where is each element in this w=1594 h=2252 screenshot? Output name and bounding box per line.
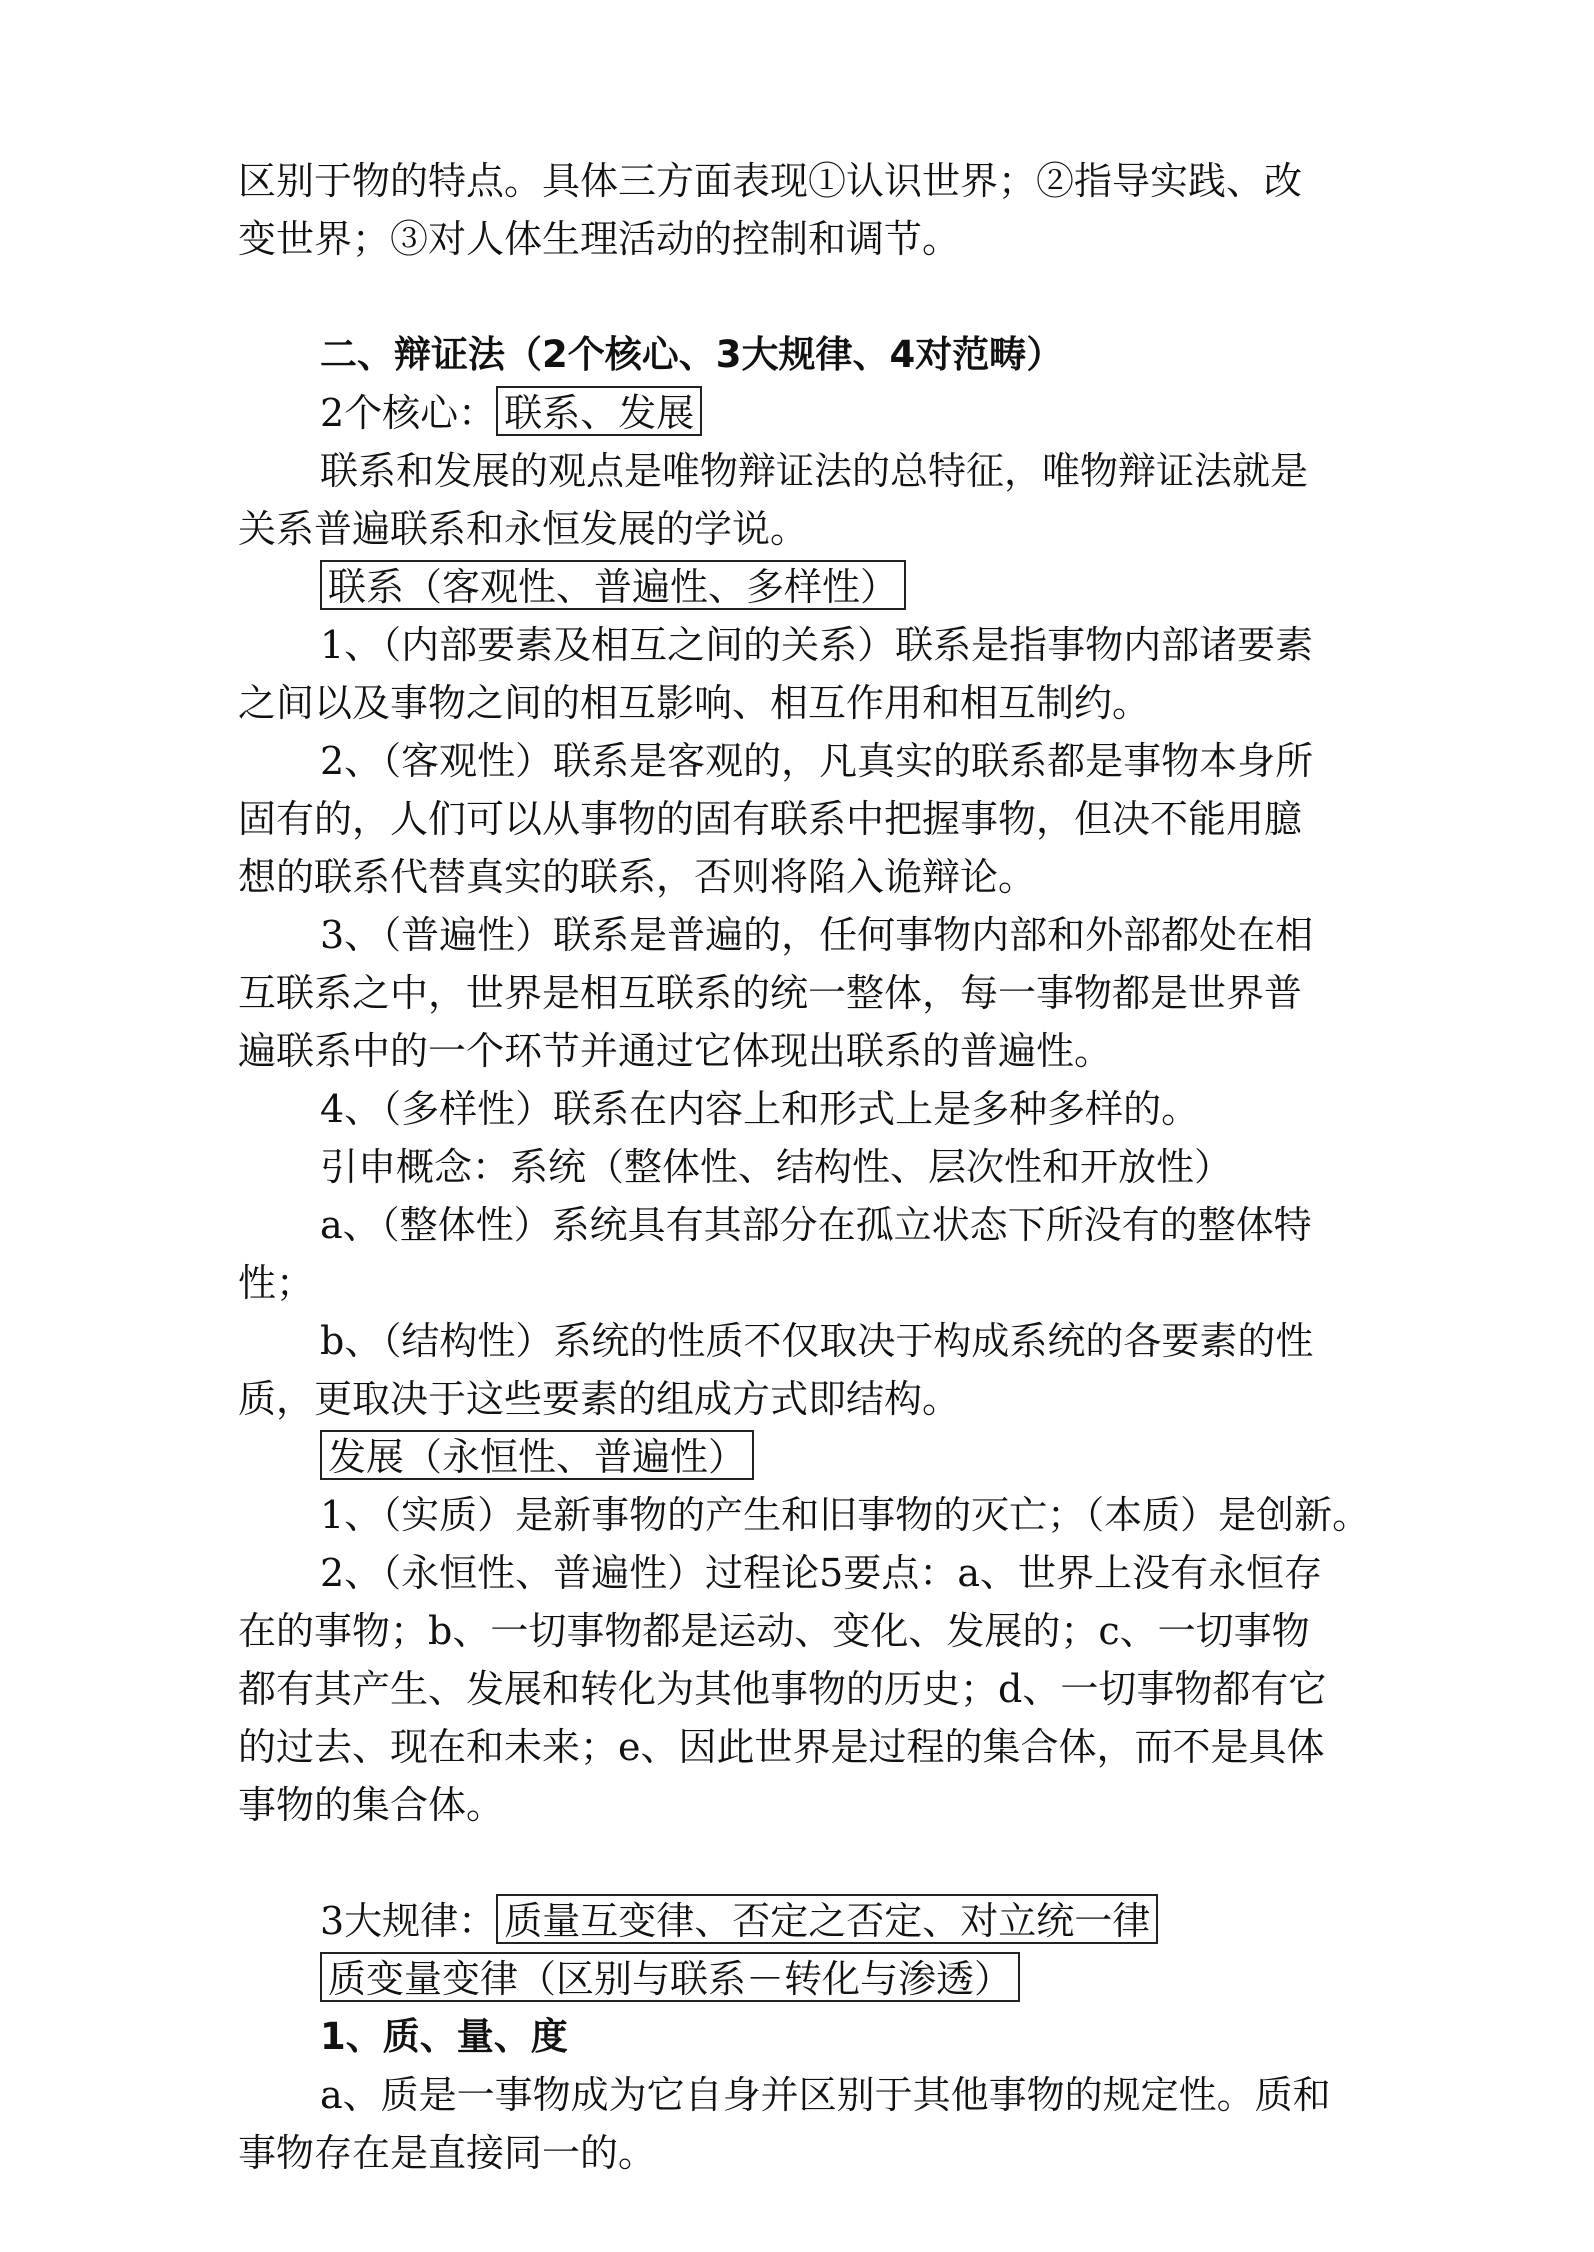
paragraph-line bbox=[238, 1660, 1428, 1718]
paragraph-line bbox=[238, 152, 1428, 210]
paragraph-line bbox=[238, 1138, 1428, 1196]
text: 事物存在是直接同一的。 bbox=[238, 2131, 657, 2175]
text: b、（结构性）系统的性质不仅取决于构成系统的各要素的性 bbox=[320, 1319, 1314, 1363]
paragraph-line bbox=[238, 1080, 1428, 1138]
boxed-term: 联系、发展 bbox=[496, 386, 702, 436]
paragraph-line bbox=[238, 1776, 1428, 1834]
paragraph-line bbox=[238, 1254, 1428, 1312]
paragraph-line bbox=[238, 848, 1428, 906]
text: 引申概念：系统（整体性、结构性、层次性和开放性） bbox=[320, 1145, 1233, 1189]
text: 关系普遍联系和永恒发展的学说。 bbox=[238, 507, 809, 551]
text: 性； bbox=[238, 1261, 315, 1305]
text: 1、（内部要素及相互之间的关系）联系是指事物内部诸要素 bbox=[320, 623, 1314, 667]
text: 1、（实质）是新事物的产生和旧事物的灭亡；（本质）是创新。 bbox=[320, 1493, 1371, 1537]
paragraph-line bbox=[238, 1022, 1428, 1080]
section-heading bbox=[238, 2008, 1428, 2066]
boxed-term: 质量互变律、否定之否定、对立统一律 bbox=[496, 1894, 1158, 1944]
boxed-heading: 质变量变律（区别与联系－转化与渗透） bbox=[320, 1952, 1020, 2002]
paragraph-line bbox=[238, 1602, 1428, 1660]
text: 想的联系代替真实的联系，否则将陷入诡辩论。 bbox=[238, 855, 1037, 899]
boxed-heading: 联系（客观性、普遍性、多样性） bbox=[320, 560, 906, 610]
paragraph-line bbox=[238, 2124, 1428, 2182]
text: a、（整体性）系统具有其部分在孤立状态下所没有的整体特 bbox=[320, 1203, 1312, 1247]
paragraph-line bbox=[238, 1544, 1428, 1602]
text: 变世界；③对人体生理活动的控制和调节。 bbox=[238, 217, 961, 261]
paragraph-line bbox=[238, 906, 1428, 964]
boxed-heading-line bbox=[238, 558, 1428, 616]
text: 遍联系中的一个环节并通过它体现出联系的普遍性。 bbox=[238, 1029, 1113, 1073]
blank-line bbox=[238, 268, 1428, 326]
subheading-label: 2个核心： bbox=[320, 391, 497, 435]
paragraph-line bbox=[238, 1196, 1428, 1254]
paragraph-line bbox=[238, 616, 1428, 674]
heading-text: 1、质、量、度 bbox=[320, 2015, 568, 2058]
paragraph-line bbox=[238, 1718, 1428, 1776]
boxed-heading: 发展（永恒性、普遍性） bbox=[320, 1430, 754, 1480]
text: 质，更取决于这些要素的组成方式即结构。 bbox=[238, 1377, 961, 1421]
text: 区别于物的特点。具体三方面表现①认识世界；②指导实践、改 bbox=[238, 159, 1303, 203]
paragraph-line bbox=[238, 1370, 1428, 1428]
text: 3、（普遍性）联系是普遍的，任何事物内部和外部都处在相 bbox=[320, 913, 1314, 957]
paragraph-line bbox=[238, 442, 1428, 500]
text: 互联系之中，世界是相互联系的统一整体，每一事物都是世界普 bbox=[238, 971, 1303, 1015]
paragraph-line bbox=[238, 1312, 1428, 1370]
paragraph-line bbox=[238, 790, 1428, 848]
paragraph-line bbox=[238, 674, 1428, 732]
text: 4、（多样性）联系在内容上和形式上是多种多样的。 bbox=[320, 1087, 1200, 1131]
subheading-label: 3大规律： bbox=[320, 1899, 497, 1943]
paragraph-line bbox=[238, 2066, 1428, 2124]
text: 的过去、现在和未来；e、因此世界是过程的集合体，而不是具体 bbox=[238, 1725, 1325, 1769]
text: 固有的，人们可以从事物的固有联系中把握事物，但决不能用臆 bbox=[238, 797, 1303, 841]
boxed-heading-line bbox=[238, 1428, 1428, 1486]
blank-line bbox=[238, 1834, 1428, 1892]
document-page bbox=[238, 152, 1428, 2182]
text: 2、（永恒性、普遍性）过程论5要点：a、世界上没有永恒存 bbox=[320, 1551, 1323, 1595]
paragraph-line bbox=[238, 1486, 1428, 1544]
text: 联系和发展的观点是唯物辩证法的总特征，唯物辩证法就是 bbox=[320, 449, 1309, 493]
section-heading bbox=[238, 326, 1428, 384]
boxed-heading-line bbox=[238, 1950, 1428, 2008]
subheading-line bbox=[238, 1892, 1428, 1950]
heading-text: 二、辩证法（2个核心、3大规律、4对范畴） bbox=[320, 333, 1064, 376]
text: 在的事物；b、一切事物都是运动、变化、发展的；c、一切事物 bbox=[238, 1609, 1310, 1653]
paragraph-line bbox=[238, 964, 1428, 1022]
text: a、质是一事物成为它自身并区别于其他事物的规定性。质和 bbox=[320, 2073, 1331, 2117]
text: 事物的集合体。 bbox=[238, 1783, 505, 1827]
subheading-line bbox=[238, 384, 1428, 442]
paragraph-line bbox=[238, 210, 1428, 268]
text: 之间以及事物之间的相互影响、相互作用和相互制约。 bbox=[238, 681, 1151, 725]
paragraph-line bbox=[238, 500, 1428, 558]
text: 2、（客观性）联系是客观的，凡真实的联系都是事物本身所 bbox=[320, 739, 1314, 783]
paragraph-line bbox=[238, 732, 1428, 790]
text: 都有其产生、发展和转化为其他事物的历史；d、一切事物都有它 bbox=[238, 1667, 1327, 1711]
